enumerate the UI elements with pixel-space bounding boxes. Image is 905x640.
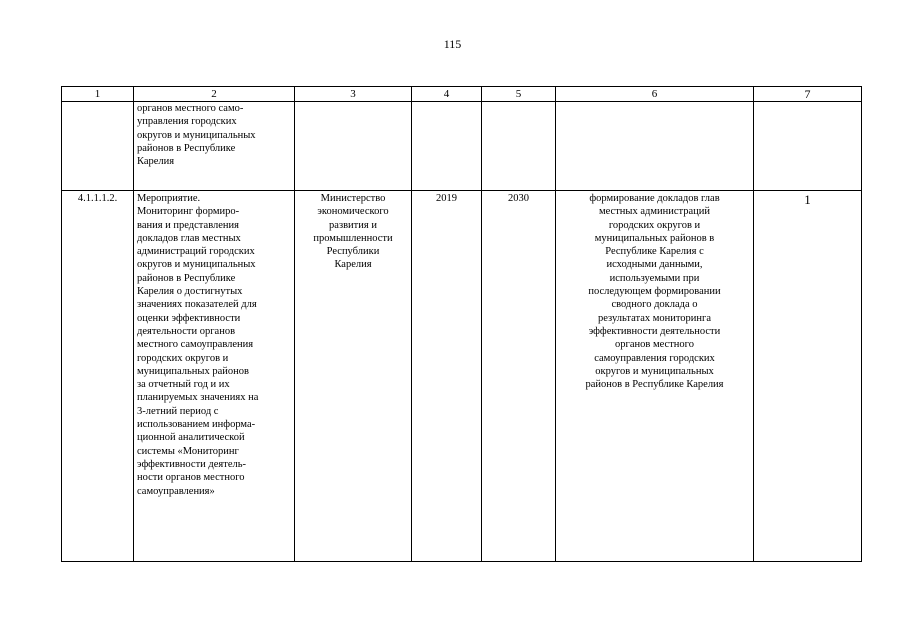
header-col-3: 3 bbox=[295, 87, 412, 102]
cell-result bbox=[556, 102, 754, 191]
table-row bbox=[62, 102, 862, 191]
cell-end-year: 2030 bbox=[482, 191, 556, 562]
cell-number bbox=[62, 102, 134, 191]
cell-start-year bbox=[412, 102, 482, 191]
header-col-4: 4 bbox=[412, 87, 482, 102]
header-col-1: 1 bbox=[62, 87, 134, 102]
cell-link bbox=[754, 102, 862, 191]
cell-description: органов местного само- управления городских округов и муниципальных районов в Республике Карелия bbox=[134, 102, 295, 191]
cell-result: формирование докладов глав местных администраций городских округов и муниципальных районов в Республике Карелия с исходными данными, используемыми при последующем формировании сводного доклада о результатах мониторинга эффективности деятельности органов местного самоуправления городских округов и муниципальных районов в Республике Карелия bbox=[556, 191, 754, 562]
table-row bbox=[62, 191, 862, 562]
header-col-5: 5 bbox=[482, 87, 556, 102]
page-number: 115 bbox=[443, 37, 462, 51]
header-col-6: 6 bbox=[556, 87, 754, 102]
header-row bbox=[62, 87, 862, 102]
cell-executor bbox=[295, 102, 412, 191]
header-col-2: 2 bbox=[134, 87, 295, 102]
cell-executor: Министерство экономического развития и промышленности Республики Карелия bbox=[295, 191, 412, 562]
document-table bbox=[61, 86, 862, 562]
cell-description: Мероприятие. Мониторинг формиро- вания и представления докладов глав местных администраций городских округов и муниципальных районов в Республике Карелия о достигнутых значениях показателей для оценки эффективности деятельности органов местного самоуправления городских округов и муниципальных районов за отчетный год и их планируемых значениях на 3-летний период с использованием информа- ционной аналитической системы «Мониторинг эффективности деятель- ности органов местного самоуправления» bbox=[134, 191, 295, 562]
cell-start-year: 2019 bbox=[412, 191, 482, 562]
header-col-7: 7 bbox=[754, 87, 862, 102]
cell-link: 1 bbox=[754, 191, 862, 562]
cell-number: 4.1.1.1.2. bbox=[62, 191, 134, 562]
cell-end-year bbox=[482, 102, 556, 191]
